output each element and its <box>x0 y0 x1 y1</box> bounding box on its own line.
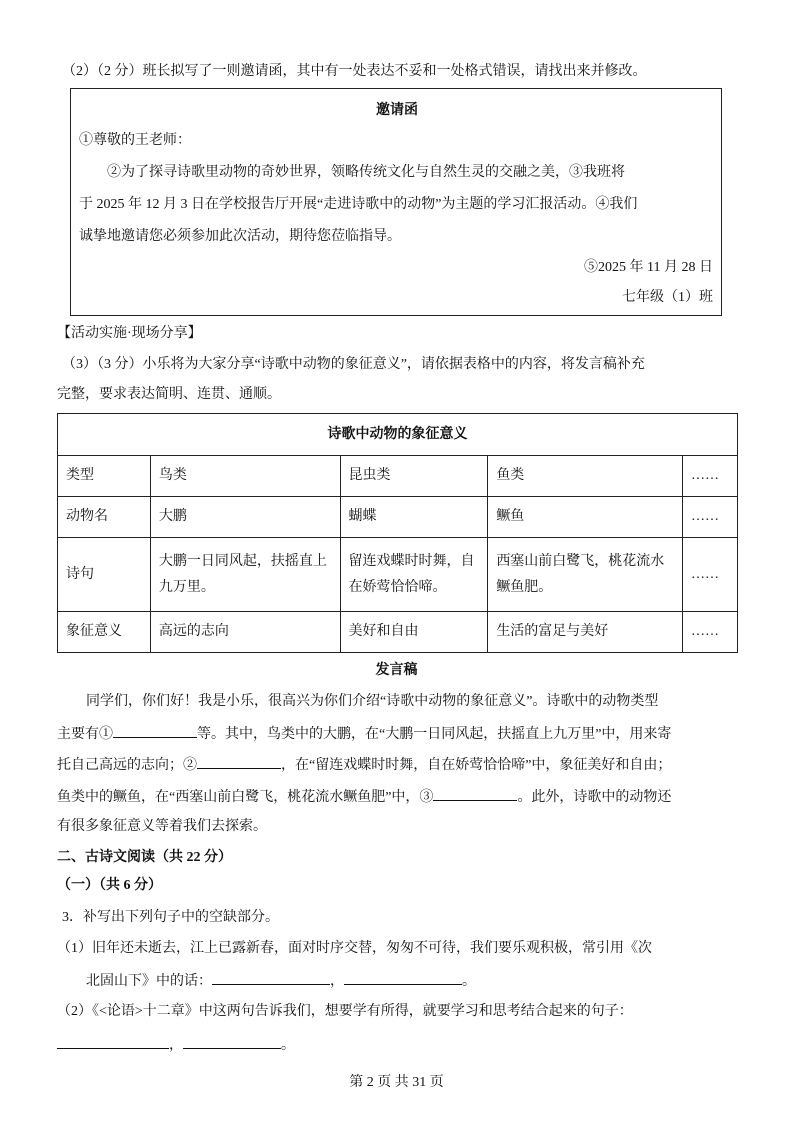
q3-fill-prompt: 3．补写出下列句子中的空缺部分。 <box>62 910 279 925</box>
q2-prompt: （2）（2 分）班长拟写了一则邀请函，其中有一处表达不妥和一处格式错误，请找出来并修改。 <box>62 64 647 79</box>
table-cell: 鳜鱼 <box>488 497 683 538</box>
answer-blank[interactable] <box>212 970 330 985</box>
part2-heading: 二、古诗文阅读（共 22 分） <box>57 850 232 865</box>
table-cell: 鸟类 <box>150 456 340 497</box>
letter-date: ⑤2025 年 11 月 28 日 <box>584 260 713 275</box>
table-cell: 昆虫类 <box>340 456 488 497</box>
speech-line: 有很多象征意义等着我们去探索。 <box>57 819 267 834</box>
item-text: ， <box>330 974 344 989</box>
table-row <box>58 538 738 612</box>
table-title: 诗歌中动物的象征意义 <box>58 414 738 456</box>
item-text: 。 <box>462 974 476 989</box>
letter-signature: 七年级（1）班 <box>622 290 713 305</box>
answer-blank[interactable] <box>57 1034 169 1049</box>
letter-salutation: ①尊敬的王老师： <box>79 133 191 148</box>
answer-blank[interactable] <box>344 970 462 985</box>
table-cell: …… <box>682 612 737 653</box>
table-cell: 诗句 <box>58 538 151 612</box>
item-text: 北固山下》中的话： <box>86 974 212 989</box>
speech-text: ，在“留连戏蝶时时舞，自在娇莺恰恰啼”中，象征美好和自由； <box>281 758 672 773</box>
letter-body-line: 诚挚地邀请您必须参加此次活动，期待您莅临指导。 <box>79 229 401 244</box>
table-row <box>58 456 738 497</box>
speech-text: 。此外，诗歌中的动物还 <box>517 790 672 805</box>
invitation-letter-box <box>70 88 722 316</box>
table-cell: …… <box>682 497 737 538</box>
table-cell: 大鹏 <box>150 497 340 538</box>
item-text: 。 <box>281 1038 295 1053</box>
letter-title: 邀请函 <box>376 103 418 118</box>
table-cell: 动物名 <box>58 497 151 538</box>
q3-prompt-line: 完整，要求表达简明、连贯、通顺。 <box>57 387 281 402</box>
table-cell: 美好和自由 <box>340 612 488 653</box>
symbolism-table <box>57 413 738 653</box>
item-text: ， <box>169 1038 183 1053</box>
answer-blank-2[interactable] <box>197 754 281 769</box>
table-cell: 留连戏蝶时时舞，自在娇莺恰恰啼。 <box>340 538 488 612</box>
speech-line <box>57 786 671 808</box>
section-heading: 【活动实施·现场分享】 <box>57 326 202 341</box>
speech-line <box>57 723 671 745</box>
answer-blank-1[interactable] <box>113 723 197 738</box>
speech-text: 等。其中，鸟类中的大鹏，在“大鹏一日同风起，扶摇直上九万里”中，用来寄 <box>197 727 672 742</box>
table-cell: 高远的志向 <box>150 612 340 653</box>
table-cell: 大鹏一日同风起，扶摇直上九万里。 <box>150 538 340 612</box>
speech-text: 托自己高远的志向；② <box>57 758 197 773</box>
table-cell: …… <box>682 538 737 612</box>
q3-prompt-line: （3）（3 分）小乐将为大家分享“诗歌中动物的象征意义”，请依据表格中的内容，将发言稿补充 <box>62 357 645 372</box>
speech-title: 发言稿 <box>375 663 418 678</box>
table-row <box>58 497 738 538</box>
table-cell: 生活的富足与美好 <box>488 612 683 653</box>
speech-text: 主要有① <box>57 727 113 742</box>
item1-line <box>86 970 476 992</box>
letter-body-line: 于 2025 年 12 月 3 日在学校报告厅开展“走进诗歌中的动物”为主题的学习汇报活动。④我们 <box>79 197 638 212</box>
table-cell: …… <box>682 456 737 497</box>
table-cell: 象征意义 <box>58 612 151 653</box>
speech-text: 鱼类中的鳜鱼，在“西塞山前白鹭飞，桃花流水鳜鱼肥”中，③ <box>57 790 434 805</box>
item2-line: （2）《<论语>十二章》中这两句告诉我们，想要学有所得，就要学习和思考结合起来的句子： <box>57 1004 633 1019</box>
table-cell: 鱼类 <box>488 456 683 497</box>
answer-blank-3[interactable] <box>433 786 517 801</box>
speech-line: 同学们，你们好！我是小乐，很高兴为你们介绍“诗歌中动物的象征意义”。诗歌中的动物类型 <box>86 694 659 709</box>
letter-body-line: ②为了探寻诗歌里动物的奇妙世界，领略传统文化与自然生灵的交融之美，③我班将 <box>107 165 625 180</box>
speech-line <box>57 754 671 776</box>
part2-subheading: （一）（共 6 分） <box>57 878 162 893</box>
item1-line: （1）旧年还未逝去，江上已露新春，面对时序交替，匆匆不可待，我们要乐观积极，常引用《次 <box>57 941 652 956</box>
answer-blank[interactable] <box>183 1034 281 1049</box>
table-row <box>58 612 738 653</box>
table-cell: 类型 <box>58 456 151 497</box>
table-cell: 蝴蝶 <box>340 497 488 538</box>
item2-line <box>57 1034 295 1056</box>
table-cell: 西塞山前白鹭飞，桃花流水鳜鱼肥。 <box>488 538 683 612</box>
page-footer: 第 2 页 共 31 页 <box>349 1075 444 1090</box>
